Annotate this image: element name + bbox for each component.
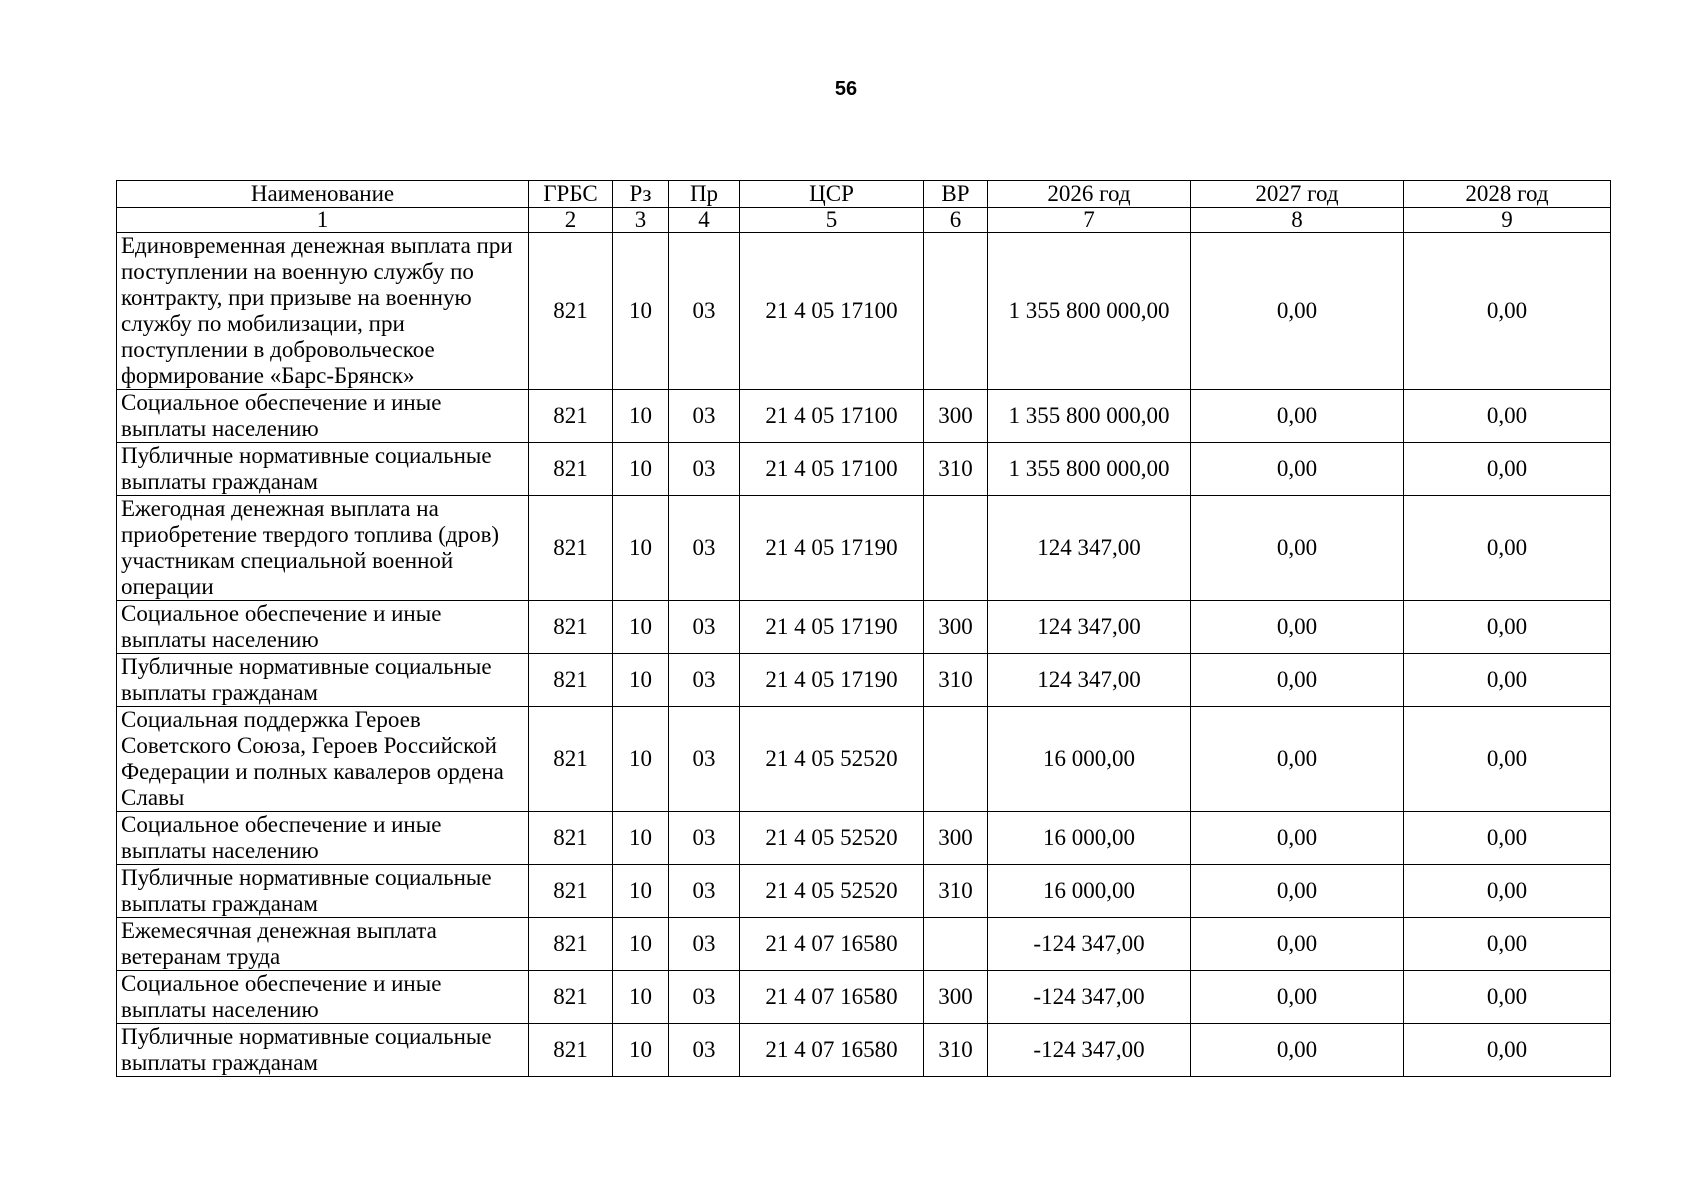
row-grbs: 821 [529,390,613,443]
row-vr: 310 [924,865,988,918]
row-2028: 0,00 [1404,812,1611,865]
column-number: 8 [1191,208,1404,233]
column-number: 4 [669,208,740,233]
row-2027: 0,00 [1191,971,1404,1024]
row-name: Социальное обеспечение и иные выплаты населению [117,812,529,865]
row-2027: 0,00 [1191,707,1404,812]
row-2026: -124 347,00 [988,971,1191,1024]
row-2028: 0,00 [1404,918,1611,971]
row-2026: 1 355 800 000,00 [988,443,1191,496]
row-rz: 10 [613,390,669,443]
row-2026: 16 000,00 [988,865,1191,918]
row-2026: 16 000,00 [988,707,1191,812]
row-pr: 03 [669,1024,740,1077]
row-2026: -124 347,00 [988,1024,1191,1077]
row-pr: 03 [669,865,740,918]
row-name: Социальное обеспечение и иные выплаты населению [117,390,529,443]
table-body [117,233,1611,1077]
column-number: 2 [529,208,613,233]
row-2028: 0,00 [1404,1024,1611,1077]
table-row [117,971,1611,1024]
row-pr: 03 [669,812,740,865]
row-2028: 0,00 [1404,390,1611,443]
table-row [117,443,1611,496]
page-number: 56 [834,78,858,100]
row-csr: 21 4 05 17190 [740,496,924,601]
row-2026: 124 347,00 [988,496,1191,601]
row-2028: 0,00 [1404,443,1611,496]
table-row [117,707,1611,812]
row-rz: 10 [613,707,669,812]
row-grbs: 821 [529,496,613,601]
table-row [117,654,1611,707]
row-csr: 21 4 07 16580 [740,971,924,1024]
row-pr: 03 [669,233,740,390]
row-name: Социальное обеспечение и иные выплаты населению [117,601,529,654]
row-rz: 10 [613,654,669,707]
row-2028: 0,00 [1404,865,1611,918]
row-csr: 21 4 05 52520 [740,865,924,918]
budget-table [116,180,1611,1077]
row-rz: 10 [613,918,669,971]
row-2026: 1 355 800 000,00 [988,233,1191,390]
header-name: Наименование [117,181,529,208]
row-2028: 0,00 [1404,654,1611,707]
row-2028: 0,00 [1404,233,1611,390]
row-2028: 0,00 [1404,707,1611,812]
row-name: Социальная поддержка Героев Советского Союза, Героев Российской Федерации и полных кавалеров ордена Славы [117,707,529,812]
row-2027: 0,00 [1191,918,1404,971]
row-rz: 10 [613,812,669,865]
row-pr: 03 [669,443,740,496]
row-2027: 0,00 [1191,233,1404,390]
row-2027: 0,00 [1191,496,1404,601]
row-2028: 0,00 [1404,971,1611,1024]
table-row [117,390,1611,443]
row-csr: 21 4 05 52520 [740,812,924,865]
row-csr: 21 4 05 17100 [740,443,924,496]
row-csr: 21 4 05 17100 [740,233,924,390]
row-csr: 21 4 05 17100 [740,390,924,443]
header-rz: Рз [613,181,669,208]
row-2026: -124 347,00 [988,918,1191,971]
row-vr: 300 [924,971,988,1024]
row-grbs: 821 [529,443,613,496]
header-2027: 2027 год [1191,181,1404,208]
row-name: Единовременная денежная выплата при поступлении на военную службу по контракту, при призыве на военную службу по мобилизации, при поступлении в добровольческое формирование «Барс-Брянск» [117,233,529,390]
header-2026: 2026 год [988,181,1191,208]
column-number: 1 [117,208,529,233]
header-2028: 2028 год [1404,181,1611,208]
row-rz: 10 [613,971,669,1024]
row-pr: 03 [669,390,740,443]
header-csr: ЦСР [740,181,924,208]
row-vr [924,233,988,390]
row-vr: 300 [924,601,988,654]
row-name: Публичные нормативные социальные выплаты гражданам [117,865,529,918]
table-row [117,865,1611,918]
row-pr: 03 [669,707,740,812]
row-rz: 10 [613,233,669,390]
row-vr [924,496,988,601]
row-rz: 10 [613,865,669,918]
header-pr: Пр [669,181,740,208]
row-pr: 03 [669,971,740,1024]
row-2027: 0,00 [1191,654,1404,707]
row-vr [924,918,988,971]
row-2026: 16 000,00 [988,812,1191,865]
row-pr: 03 [669,918,740,971]
row-name: Социальное обеспечение и иные выплаты населению [117,971,529,1024]
row-name: Ежемесячная денежная выплата ветеранам труда [117,918,529,971]
row-rz: 10 [613,1024,669,1077]
row-2027: 0,00 [1191,390,1404,443]
header-row [117,181,1611,208]
row-pr: 03 [669,654,740,707]
table-row [117,496,1611,601]
row-2028: 0,00 [1404,496,1611,601]
row-2027: 0,00 [1191,601,1404,654]
table-row [117,812,1611,865]
column-number: 5 [740,208,924,233]
row-vr [924,707,988,812]
column-number-row [117,208,1611,233]
row-2027: 0,00 [1191,1024,1404,1077]
column-number: 3 [613,208,669,233]
row-vr: 310 [924,443,988,496]
row-csr: 21 4 07 16580 [740,918,924,971]
row-csr: 21 4 05 17190 [740,654,924,707]
row-2026: 124 347,00 [988,601,1191,654]
row-2027: 0,00 [1191,443,1404,496]
row-csr: 21 4 05 52520 [740,707,924,812]
row-grbs: 821 [529,707,613,812]
row-2026: 1 355 800 000,00 [988,390,1191,443]
row-grbs: 821 [529,1024,613,1077]
row-csr: 21 4 05 17190 [740,601,924,654]
row-grbs: 821 [529,865,613,918]
row-grbs: 821 [529,654,613,707]
row-rz: 10 [613,443,669,496]
header-grbs: ГРБС [529,181,613,208]
row-grbs: 821 [529,601,613,654]
row-vr: 300 [924,390,988,443]
row-grbs: 821 [529,971,613,1024]
row-pr: 03 [669,496,740,601]
column-number: 9 [1404,208,1611,233]
table-row [117,918,1611,971]
row-pr: 03 [669,601,740,654]
row-rz: 10 [613,601,669,654]
row-vr: 300 [924,812,988,865]
row-2027: 0,00 [1191,812,1404,865]
table-row [117,1024,1611,1077]
row-vr: 310 [924,1024,988,1077]
row-vr: 310 [924,654,988,707]
row-grbs: 821 [529,233,613,390]
column-number: 6 [924,208,988,233]
row-name: Публичные нормативные социальные выплаты гражданам [117,443,529,496]
header-vr: ВР [924,181,988,208]
column-number: 7 [988,208,1191,233]
row-grbs: 821 [529,812,613,865]
row-2026: 124 347,00 [988,654,1191,707]
row-csr: 21 4 07 16580 [740,1024,924,1077]
row-name: Ежегодная денежная выплата на приобретение твердого топлива (дров) участникам специальной военной операции [117,496,529,601]
table-row [117,233,1611,390]
row-grbs: 821 [529,918,613,971]
row-2028: 0,00 [1404,601,1611,654]
row-name: Публичные нормативные социальные выплаты гражданам [117,654,529,707]
row-name: Публичные нормативные социальные выплаты гражданам [117,1024,529,1077]
table-header [117,181,1611,233]
row-2027: 0,00 [1191,865,1404,918]
row-rz: 10 [613,496,669,601]
table-row [117,601,1611,654]
